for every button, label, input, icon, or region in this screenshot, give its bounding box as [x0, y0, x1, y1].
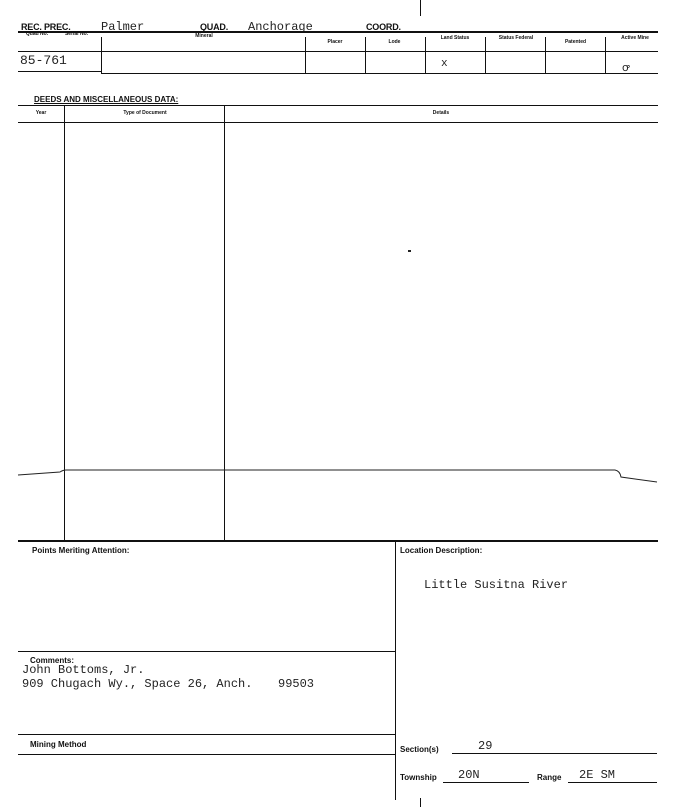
coord-label: COORD. [366, 22, 401, 32]
quad-value: Anchorage [248, 20, 313, 34]
stray-dot [408, 250, 411, 252]
active-mark: ꝍ [622, 63, 630, 75]
range-value: 2E SM [579, 768, 616, 782]
col-patented: Patented [564, 39, 587, 45]
header-rule-3 [18, 71, 101, 72]
hdr-div-4 [425, 37, 426, 73]
township-value: 20N [458, 768, 480, 782]
hdr-div-7 [605, 37, 606, 73]
col-lode: Lode [388, 39, 401, 45]
hdr-div-5 [485, 37, 486, 73]
lower-divider [395, 540, 396, 800]
quad-label: QUAD. [200, 22, 228, 32]
deeds-rule-sub [18, 122, 658, 123]
hdr-div-6 [545, 37, 546, 73]
deeds-rule-bottom [18, 540, 658, 542]
rec-prec-value: Palmer [101, 20, 145, 34]
township-label: Township [400, 773, 437, 782]
col-placer: Placer [327, 39, 343, 45]
header-rule-1 [18, 31, 658, 33]
col-status-federal: Status Federal [498, 35, 534, 41]
deeds-col-type: Type of Document [123, 110, 167, 116]
points-label: Points Meriting Attention: [32, 546, 130, 555]
section-label: Section(s) [400, 745, 439, 754]
col-active-mine: Active Mine [621, 35, 649, 41]
hdr-div-1 [101, 37, 102, 73]
mining-rule-top [18, 734, 395, 735]
hdr-div-3 [365, 37, 366, 73]
col-land-status: Land Status [440, 35, 470, 41]
hdr-div-2 [305, 37, 306, 73]
comments-rule [18, 651, 395, 652]
col-mineral: Mineral [195, 33, 213, 39]
land-status-mark: x [441, 58, 448, 70]
deeds-col-year: Year [35, 110, 47, 116]
header-rule-2 [18, 51, 658, 52]
deeds-rule-top [18, 105, 658, 106]
top-tick [420, 0, 421, 16]
comments-line-1: John Bottoms, Jr. [22, 663, 145, 677]
range-underline [568, 782, 657, 783]
mining-rule-bottom [18, 754, 395, 755]
comments-line-2: 909 Chugach Wy., Space 26, Anch. [22, 677, 253, 691]
rec-prec-label: REC. PREC. [21, 22, 71, 32]
col-quad-no: Quad No. [25, 31, 49, 37]
header-rule-4 [101, 73, 658, 74]
comments-zip: 99503 [278, 677, 315, 691]
township-underline [443, 782, 529, 783]
mining-label: Mining Method [30, 740, 87, 749]
section-value: 29 [478, 739, 493, 753]
location-value: Little Susitna River [424, 578, 569, 592]
deeds-col-details: Details [432, 110, 450, 116]
location-label: Location Description: [400, 546, 483, 555]
section-underline [452, 753, 657, 754]
deeds-heading: DEEDS AND MISCELLANEOUS DATA: [34, 95, 179, 104]
range-label: Range [537, 773, 562, 782]
quad-no-value: 85-761 [20, 53, 67, 68]
bottom-tick [420, 798, 421, 807]
join-line [0, 460, 678, 492]
comments-label: Comments: [30, 656, 75, 665]
col-serial-no: Serial No. [64, 31, 89, 37]
